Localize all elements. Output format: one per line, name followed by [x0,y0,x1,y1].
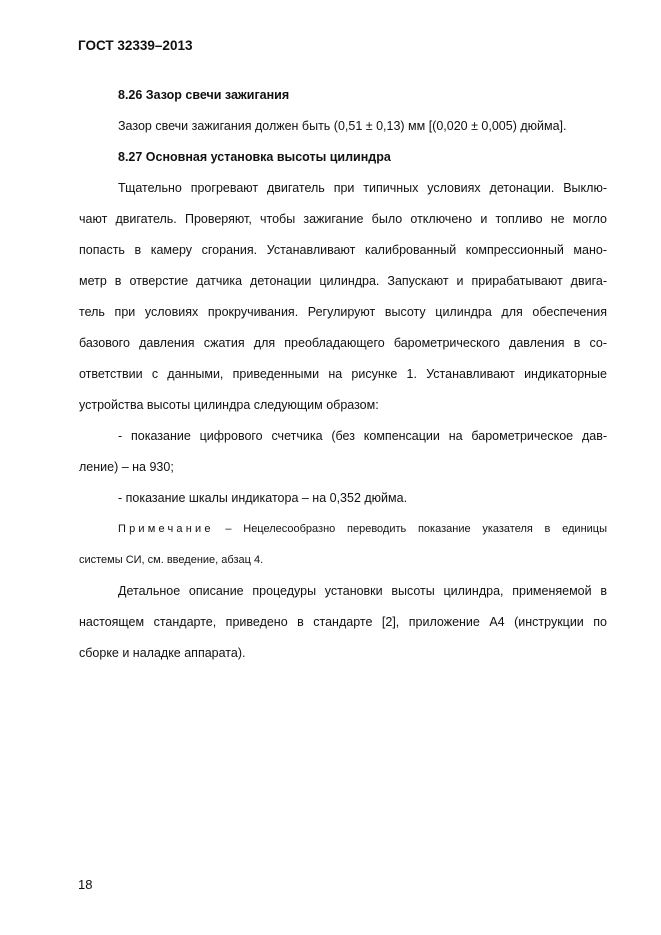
section-8-26-title: 8.26 Зазор свечи зажигания [118,88,290,102]
paragraph-line: тель при условиях прокручивания. Регулируют высоту цилиндра для обеспечения [79,305,607,319]
document-header: ГОСТ 32339–2013 [78,38,193,53]
page-number: 18 [78,877,93,892]
paragraph-line: сборке и наладке аппарата). [79,646,246,660]
document-body [79,80,607,669]
section-8-27-paragraph-1 [79,173,607,421]
paragraph-line: метр в отверстие датчика детонации цилиндра. Запускают и прирабатывают двига- [79,274,607,288]
list-item-line: - показание шкалы индикатора – на 0,352 дюйма. [118,491,408,505]
paragraph-line: попасть в камеру сгорания. Устанавливают калиброванный компрессионный мано- [79,243,607,257]
paragraph-line: ответствии с данными, приведенными на рисунке 1. Устанавливают индикаторные [79,367,607,381]
note [79,514,607,576]
list-item-line: ление) – на 930; [79,460,174,474]
paragraph-line: чают двигатель. Проверяют, чтобы зажигание было отключено и топливо не могло [79,212,607,226]
note-line: системы СИ, см. введение, абзац 4. [79,554,264,566]
note-label: Примечание [118,523,214,535]
paragraph-line: Детальное описание процедуры установки высоты цилиндра, применяемой в [118,584,607,598]
list-item-digital-counter [79,421,607,483]
section-8-27-paragraph-2 [79,576,607,669]
note-text: – Нецелесообразно переводить показание указателя в единицы [213,523,607,535]
paragraph-line: Тщательно прогревают двигатель при типичных условиях детонации. Выклю- [118,181,607,195]
paragraph-line: устройства высоты цилиндра следующим образом: [79,398,379,412]
paragraph-line: базового давления сжатия для преобладающего барометрического давления в со- [79,336,607,350]
list-item-indicator-scale [79,483,607,514]
list-item-line: - показание цифрового счетчика (без компенсации на барометрическое дав- [118,429,607,443]
note-line [79,514,607,545]
section-8-26-text: Зазор свечи зажигания должен быть (0,51 ± 0,13) мм [(0,020 ± 0,005) дюйма]. [118,119,567,133]
section-8-27-title: 8.27 Основная установка высоты цилиндра [118,150,391,164]
paragraph-line: настоящем стандарте, приведено в стандарте [2], приложение А4 (инструкции по [79,615,607,629]
